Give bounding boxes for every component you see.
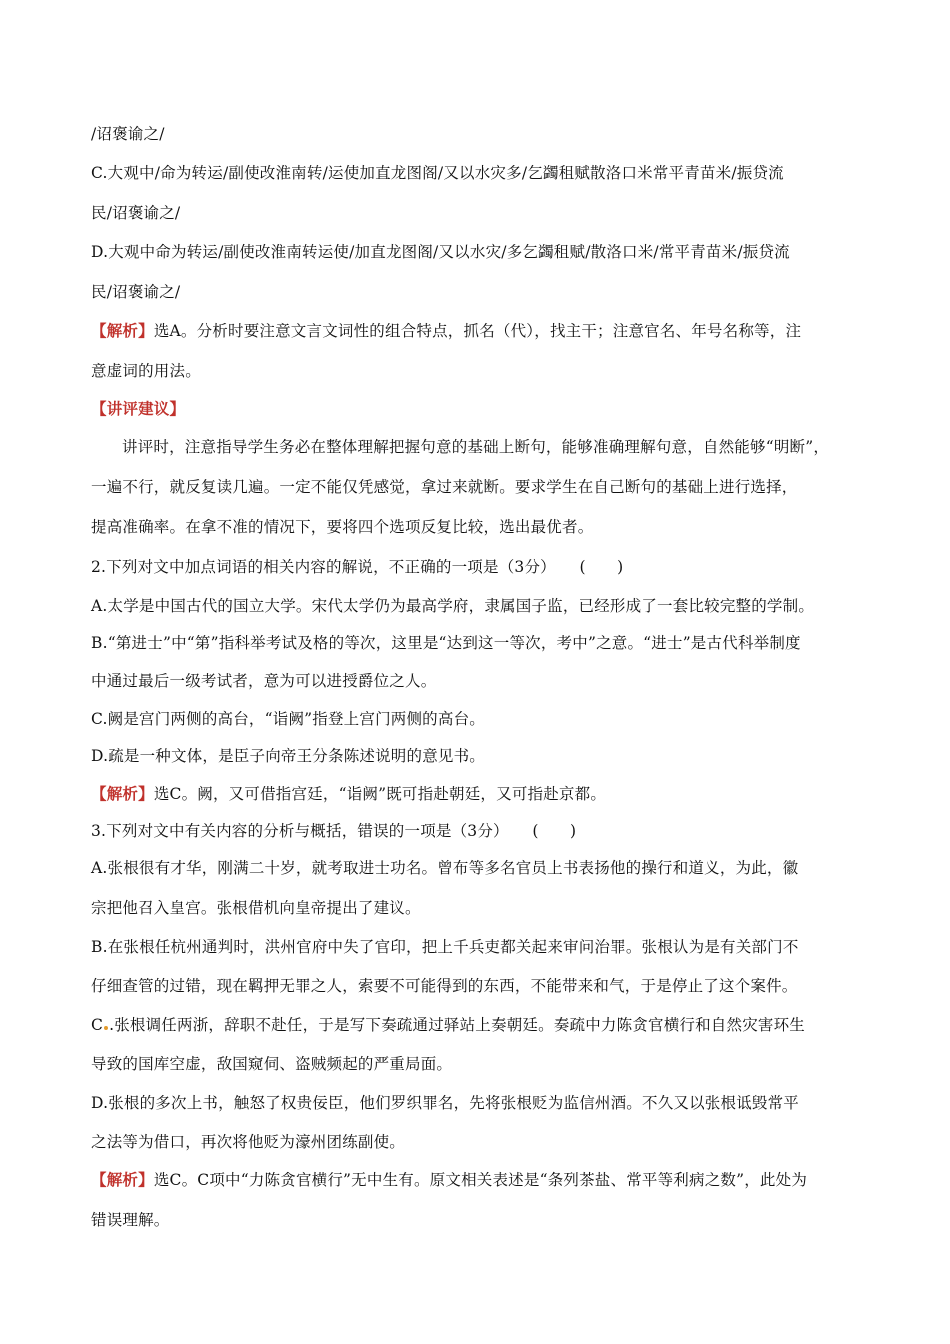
q1-option-c-line1: C.大观中/命为转运/副使改淮南转/运使加直龙图阁/又以水灾多/乞蠲租赋散洛口米常平青苗米/振贷流 (91, 164, 784, 182)
q1-option-d-line1: D.大观中命为转运/副使改淮南转运使/加直龙图阁/又以水灾/多乞蠲租赋/散洛口米/常平青苗米/振贷流 (91, 243, 790, 261)
q2-option-c: C.阙是宫门两侧的高台，“诣阙”指登上宫门两侧的高台。 (91, 710, 485, 728)
q3-option-d-line1: D.张根的多次上书，触怒了权贵佞臣，他们罗织罪名，先将张根贬为监信州酒。不久又以张根诋毁常平 (91, 1094, 800, 1112)
q3-analysis-line2: 错误理解。 (91, 1211, 170, 1229)
q3-option-d-line2: 之法等为借口，再次将他贬为濠州团练副使。 (91, 1133, 406, 1151)
q3-option-c-line1 (91, 1015, 862, 1035)
q2-stem: 2.下列对文中加点词语的相关内容的解说，不正确的一项是（3分） ( ) (91, 558, 624, 576)
analysis-text: 选A。分析时要注意文言文词性的组合特点，抓名（代），找主干；注意官名、年号名称等，注 (153, 322, 802, 340)
q2-option-b-line2: 中通过最后一级考试者，意为可以进授爵位之人。 (91, 672, 437, 690)
analysis-tag: 【解析】 (91, 784, 154, 803)
teaching-advice-line3: 提高准确率。在拿不准的情况下，要将四个选项反复比较，选出最优者。 (91, 518, 594, 536)
teaching-advice-line1: 讲评时，注意指导学生务必在整体理解把握句意的基础上断句，能够准确理解句意，自然能够“明断”， (122, 438, 830, 456)
teaching-advice-line2: 一遍不行，就反复读几遍。一定不能仅凭感觉，拿过来就断。要求学生在自己断句的基础上进行选择， (91, 478, 798, 496)
q3-option-b-line2: 仔细查管的过错，现在羁押无罪之人，索要不可能得到的东西，不能带来和气，于是停止了这个案件。 (91, 977, 798, 995)
q3-option-b-line1: B.在张根任杭州通判时，洪州官府中失了官印，把上千兵吏都关起来审问治罪。张根认为是有关部门不 (91, 938, 799, 956)
q1-option-b-tail: /诏褒谕之/ (91, 125, 165, 143)
analysis-tag: 【解析】 (91, 321, 154, 340)
q1-analysis-line1 (91, 321, 862, 341)
q3-option-c-line2: 导致的国库空虚，敌国窥伺、盗贼频起的严重局面。 (91, 1055, 453, 1073)
q3-analysis-line1 (91, 1170, 862, 1190)
teaching-advice-heading: 【讲评建议】 (91, 399, 186, 418)
q2-option-d: D.疏是一种文体，是臣子向帝王分条陈述说明的意见书。 (91, 747, 486, 765)
q1-option-c-line2: 民/诏褒谕之/ (91, 204, 181, 222)
option-text: .张根调任两浙，辞职不赴任，于是写下奏疏通过驿站上奏朝廷。奏疏中力陈贪官横行和自然灾害环生 (109, 1016, 805, 1034)
analysis-tag: 【解析】 (91, 1170, 154, 1189)
q1-analysis-line2: 意虚词的用法。 (91, 362, 201, 380)
q3-option-a-line1: A.张根很有才华，刚满二十岁，就考取进士功名。曾布等多名官员上书表扬他的操行和道义，为此，徽 (91, 859, 799, 877)
q1-option-d-line2: 民/诏褒谕之/ (91, 283, 181, 301)
q3-option-a-line2: 宗把他召入皇宫。张根借机向皇帝提出了建议。 (91, 899, 421, 917)
q2-option-a: A.太学是中国古代的国立大学。宋代太学仍为最高学府，隶属国子监，已经形成了一套比较完整的学制。 (91, 597, 815, 615)
q2-option-b-line1: B.“第进士”中“第”指科举考试及格的等次，这里是“达到这一等次，考中”之意。“进士”是古代科举制度 (91, 634, 801, 652)
option-letter: C (91, 1016, 104, 1034)
q2-analysis (91, 784, 862, 804)
emphasis-dot-icon (104, 1026, 108, 1030)
q3-stem: 3.下列对文中有关内容的分析与概括，错误的一项是（3分） ( ) (91, 822, 577, 840)
analysis-text: 选C。C项中“力陈贪官横行”无中生有。原文相关表述是“条列茶盐、常平等利病之数”，此处为 (153, 1171, 808, 1189)
analysis-text: 选C。阙，又可借指宫廷，“诣阙”既可指赴朝廷，又可指赴京都。 (153, 785, 607, 803)
